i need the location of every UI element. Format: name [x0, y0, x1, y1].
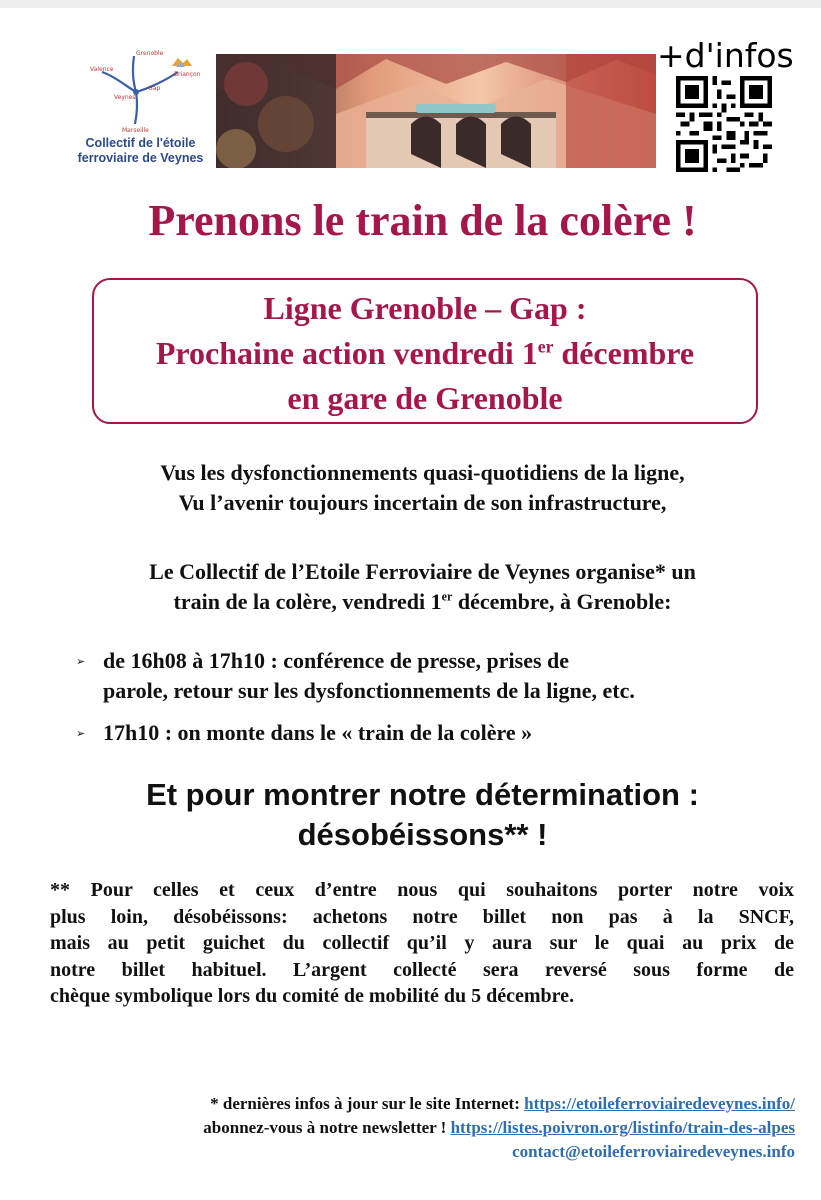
logo-caption: [68, 136, 213, 166]
organise-line-2-pre: train de la colère, vendredi 1: [173, 589, 442, 614]
action-line-1: Ligne Grenoble – Gap :: [263, 290, 587, 326]
list-item: [76, 646, 796, 706]
note-line-1: ** Pour celles et ceux d’entre nous qui souhaitons porter notre voix: [50, 879, 794, 901]
city-marseille: Marseille: [122, 127, 149, 134]
organise-line-2-sup: er: [441, 589, 453, 604]
determination-line-2: désobéissons** !: [297, 817, 548, 852]
intro-line-2: Vu l’avenir toujours incertain de son infrastructure,: [178, 490, 667, 515]
action-box: [92, 278, 758, 424]
determination-heading: [0, 775, 821, 855]
collectif-logo: [68, 50, 213, 172]
organise-line-2: [0, 587, 821, 617]
action-line-2: [94, 331, 756, 376]
intro-paragraph: [0, 458, 821, 518]
footer-site-text: * dernières infos à jour sur le site Internet:: [210, 1094, 525, 1113]
city-briancon: Briançon: [174, 71, 201, 78]
logo-line-1: Collectif de l'étoile: [85, 136, 196, 150]
top-strip: [0, 0, 821, 8]
footer-newsletter-line: [15, 1116, 795, 1140]
bullet-1-line-2: parole, retour sur les dysfonctionnements de la ligne, etc.: [103, 678, 635, 703]
website-link[interactable]: https://etoileferroviairedeveynes.info/: [524, 1094, 795, 1113]
bullet-arrow-icon: ➢: [76, 727, 86, 740]
organise-line-1: Le Collectif de l’Etoile Ferroviaire de Veynes organise* un: [149, 559, 696, 584]
contact-email[interactable]: contact@etoileferroviairedeveynes.info: [512, 1142, 795, 1161]
star-map-icon: [86, 50, 216, 136]
determination-line-1: Et pour montrer notre détermination :: [146, 777, 699, 812]
bullet-1-line-1: de 16h08 à 17h10 : conférence de presse, prises de: [103, 648, 570, 673]
footer-contact-line: [15, 1140, 795, 1164]
bullet-arrow-icon: ➢: [76, 655, 86, 668]
action-line-3: en gare de Grenoble: [287, 380, 563, 416]
newsletter-link[interactable]: https://listes.poivron.org/listinfo/train-des-alpes: [450, 1118, 795, 1137]
more-info-label: +d'infos: [657, 36, 794, 75]
organise-paragraph: [0, 557, 821, 617]
footer-links: [15, 1092, 795, 1164]
action-line-2-sup: er: [537, 336, 554, 357]
bullet-2-line-1: 17h10 : on monte dans le « train de la colère »: [103, 720, 533, 745]
schedule-list: [76, 646, 796, 760]
note-line-4: notre billet habituel. L’argent collecté sera reversé sous forme de: [50, 958, 794, 981]
note-line-3: mais au petit guichet du collectif qu’il y aura sur le quai au prix de: [50, 932, 794, 954]
city-grenoble: Grenoble: [136, 50, 164, 57]
footer-site-line: [15, 1092, 795, 1116]
train-viaduct-banner: [216, 54, 656, 168]
qr-code-icon[interactable]: [676, 76, 772, 177]
city-valence: Valence: [90, 66, 114, 73]
note-line-5: chèque symbolique lors du comité de mobilité du 5 décembre.: [50, 985, 575, 1007]
footnote-paragraph: [50, 877, 794, 1010]
footer-newsletter-text: abonnez-vous à notre newsletter !: [203, 1118, 451, 1137]
page-title: Prenons le train de la colère !: [148, 196, 697, 245]
list-item: [76, 718, 796, 748]
city-gap: Gap: [148, 85, 161, 92]
logo-line-2: ferroviaire de Veynes: [77, 151, 204, 165]
note-line-2: plus loin, désobéissons: achetons notre billet non pas à la SNCF,: [50, 905, 794, 928]
intro-line-1: Vus les dysfonctionnements quasi-quotidiens de la ligne,: [160, 460, 685, 485]
organise-line-2-post: décembre, à Grenoble:: [452, 589, 672, 614]
action-line-2-pre: Prochaine action vendredi 1: [155, 335, 538, 371]
city-veynes: Veynes: [114, 94, 136, 101]
action-line-2-post: décembre: [553, 335, 695, 371]
